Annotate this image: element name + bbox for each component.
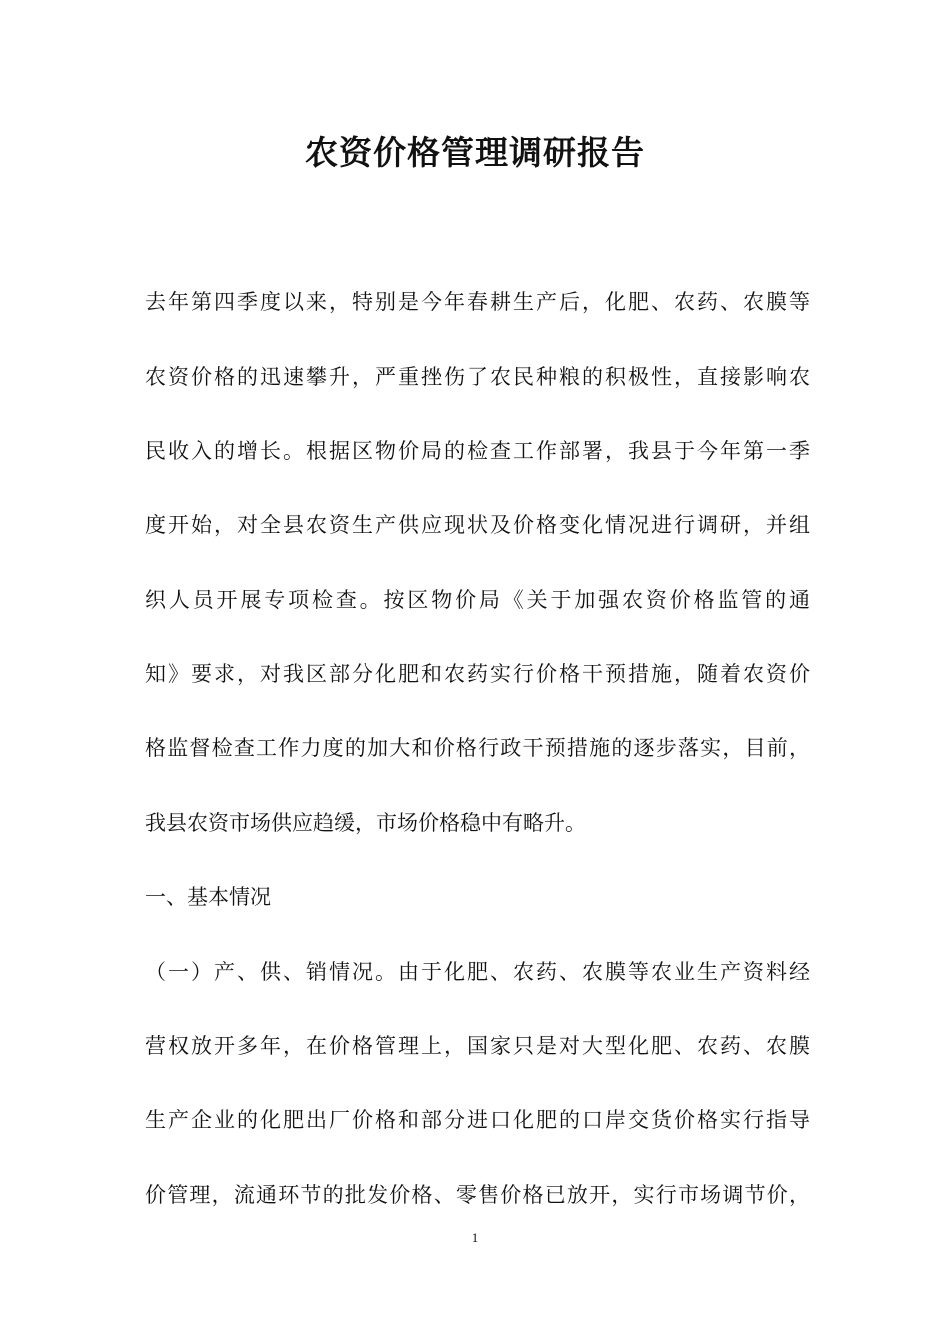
section-heading: 一、基本情况	[145, 885, 271, 909]
paragraph-line: 营权放开多年，在价格管理上，国家只是对大型化肥、农药、农膜	[145, 1034, 810, 1058]
paragraph-line: 去年第四季度以来，特别是今年春耕生产后，化肥、农药、农膜等	[145, 290, 810, 314]
page-number: 1	[471, 1230, 479, 1245]
paragraph-line: 价管理，流通环节的批发价格、零售价格已放开，实行市场调节价，	[145, 1183, 810, 1207]
paragraph-line: 我县农资市场供应趋缓，市场价格稳中有略升。	[145, 811, 586, 835]
document-title: 农资价格管理调研报告	[305, 133, 645, 172]
paragraph-line: 民收入的增长。根据区物价局的检查工作部署，我县于今年第一季	[145, 439, 810, 463]
paragraph-line: 格监督检查工作力度的加大和价格行政干预措施的逐步落实，目前，	[145, 736, 810, 760]
paragraph-line: 生产企业的化肥出厂价格和部分进口化肥的口岸交货价格实行指导	[145, 1108, 810, 1132]
paragraph-line: 度开始，对全县农资生产供应现状及价格变化情况进行调研，并组	[145, 513, 810, 537]
paragraph-line: 知》要求，对我区部分化肥和农药实行价格干预措施，随着农资价	[145, 662, 810, 686]
paragraph-line: 织人员开展专项检查。按区物价局《关于加强农资价格监管的通	[145, 588, 810, 612]
paragraph-line: （一）产、供、销情况。由于化肥、农药、农膜等农业生产资料经	[145, 960, 810, 984]
paragraph-line: 农资价格的迅速攀升，严重挫伤了农民种粮的积极性，直接影响农	[145, 365, 810, 389]
